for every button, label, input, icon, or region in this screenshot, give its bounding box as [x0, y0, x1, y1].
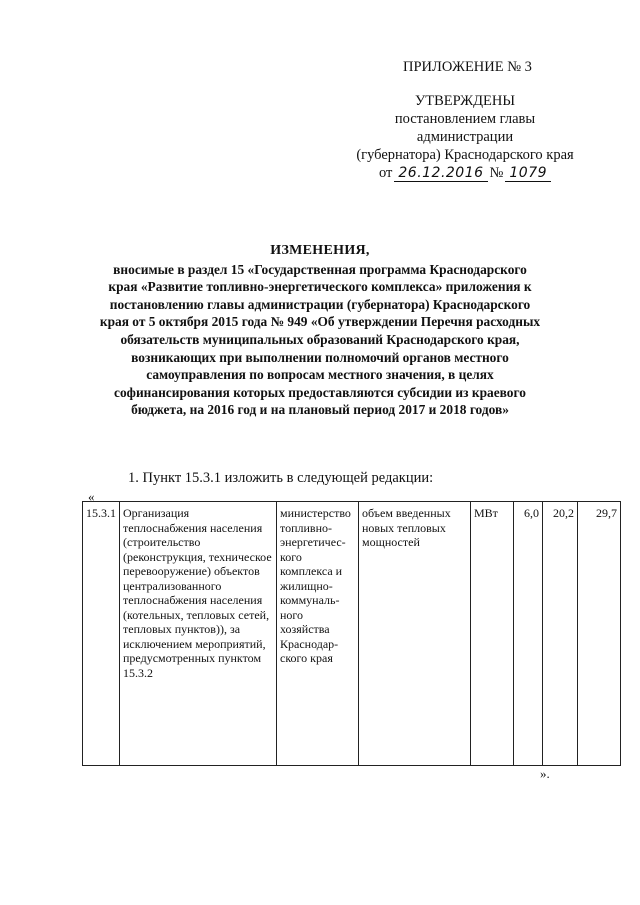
approval-line-2: администрации [416, 129, 514, 145]
changes-title [80, 242, 560, 419]
number-value: 1079 [505, 166, 551, 182]
approval-line-3: (губернатора) Краснодарского края [356, 147, 574, 163]
title-line: возникающих при выполнении полномочий органов местного [131, 349, 509, 365]
number-prefix: № [489, 165, 504, 181]
appendix-label: ПРИЛОЖЕНИЕ № 3 [403, 59, 532, 75]
changes-heading: ИЗМЕНЕНИЯ, [270, 243, 370, 258]
title-line: постановлению главы администрации (губернатора) Краснодарского [109, 296, 531, 312]
approval-line-1: постановлением главы [394, 111, 536, 127]
cell-unit: МВт [471, 502, 514, 766]
title-line: бюджета, на 2016 год и на плановый период 2017 и 2018 годов» [131, 402, 509, 418]
table-row [83, 502, 621, 766]
cell-indicator: объем введенных новых тепловых мощностей [359, 502, 471, 766]
cell-value-2016: 6,0 [514, 502, 543, 766]
changes-table [82, 501, 621, 766]
cell-ministry: министерство топливно-энергетичес-кого комплекса и жилищно-коммуналь-ного хозяйства Краснодар-ского края [277, 502, 359, 766]
date-prefix: от [378, 165, 393, 181]
title-line: края «Развитие топливно-энергетического комплекса» приложения к [108, 279, 532, 295]
title-line: самоуправления по вопросам местного значения, в целях [146, 367, 494, 383]
date-value: 26.12.2016 [394, 166, 487, 182]
cell-description: Организация теплоснабжения населения (строительство (реконструкция, техническое перевооружение) объектов централизованного теплоснабжения населения (котельных, тепловых сетей, тепловых пунктов)), за исключением мероприятий, предусмотренных пунктом 15.3.2 [120, 502, 277, 766]
title-line: вносимые в раздел 15 «Государственная программа Краснодарского [113, 261, 527, 277]
approved-label: УТВЕРЖДЕНЫ [414, 93, 516, 109]
cell-value-2017: 20,2 [543, 502, 578, 766]
title-line: софинансирования которых предоставляются субсидии из краевого [114, 384, 526, 400]
cell-number: 15.3.1 [83, 502, 120, 766]
title-line: края от 5 октября 2015 года № 949 «Об утверждении Перечня расходных [99, 314, 541, 330]
point-instruction: 1. Пункт 15.3.1 изложить в следующей редакции: [128, 470, 434, 486]
date-number-line [345, 164, 585, 182]
cell-value-2018: 29,7 [578, 502, 621, 766]
quote-open: « [88, 489, 95, 504]
quote-close: ». [540, 766, 550, 781]
title-line: обязательств муниципальных образований Краснодарского края, [120, 331, 520, 347]
